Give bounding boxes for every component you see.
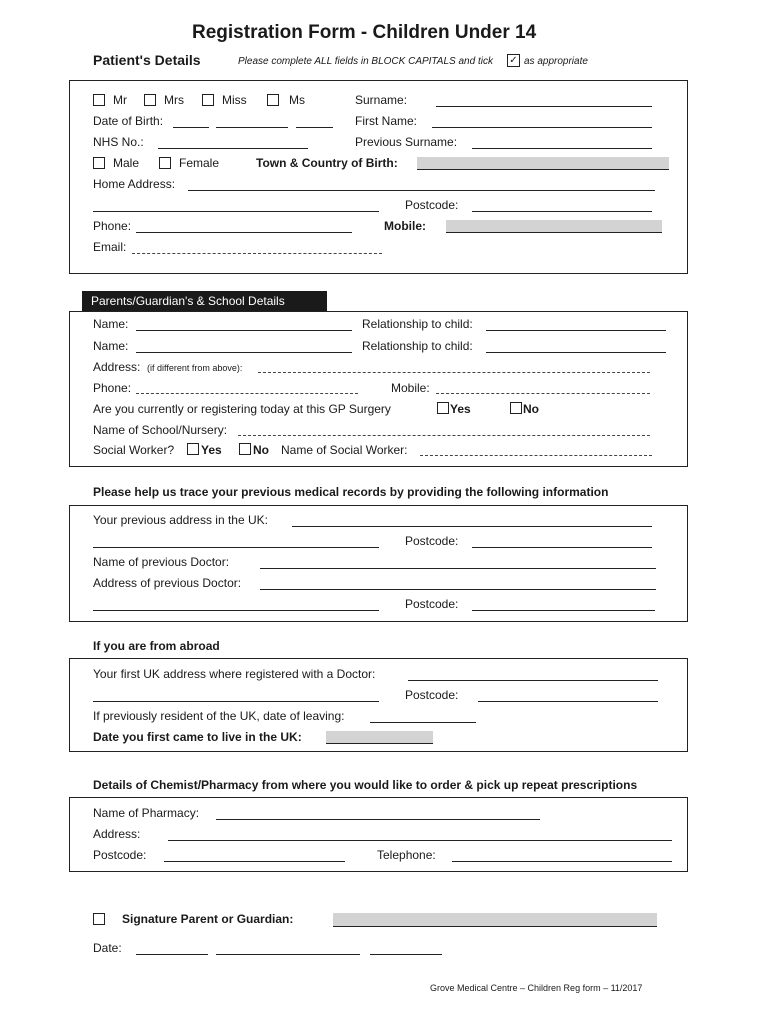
surname-label: Surname: [355,93,408,107]
mrs-label: Mrs [164,93,184,107]
pharmacy-heading: Details of Chemist/Pharmacy from where you would like to order & pick up repeat prescriptions [93,778,638,792]
parent-address-label: Address: [93,360,141,374]
dob-label: Date of Birth: [93,114,164,128]
relation2-field[interactable] [486,352,666,353]
signature-checkbox[interactable] [93,913,105,925]
miss-label: Miss [222,93,247,107]
home-address-field[interactable] [188,190,655,191]
prev-doctor-address-label: Address of previous Doctor: [93,576,242,590]
first-name-field[interactable] [432,127,652,128]
gp-no-label: No [523,402,539,416]
postcode-field[interactable] [472,211,652,212]
male-label: Male [113,156,140,170]
signature-label: Signature Parent or Guardian: [122,912,294,926]
prev-address-field[interactable] [292,526,652,527]
pharmacy-postcode-field[interactable] [164,861,345,862]
relation2-label: Relationship to child: [362,339,473,353]
leaving-label: If previously resident of the UK, date of leaving: [93,709,345,723]
prev-doctor-address-field[interactable] [260,589,656,590]
town-label: Town & Country of Birth: [256,156,398,170]
prev-surname-field[interactable] [472,148,652,149]
prev-postcode-field[interactable] [472,547,652,548]
previous-heading: Please help us trace your previous medical records by providing the following information [93,485,609,499]
social-yes-checkbox[interactable] [187,443,199,455]
social-label: Social Worker? [93,443,175,457]
abroad-postcode-field[interactable] [478,701,658,702]
parent1-name-field[interactable] [136,330,352,331]
dob-year-field[interactable] [296,127,333,128]
parent1-name-label: Name: [93,317,129,331]
town-field[interactable] [417,157,669,170]
parent2-name-label: Name: [93,339,129,353]
prev-postcode-label: Postcode: [405,534,459,548]
prev-postcode2-field[interactable] [472,610,655,611]
patient-heading: Patient's Details [93,52,201,68]
page-title: Registration Form - Children Under 14 [192,22,537,43]
mobile-label: Mobile: [384,219,426,233]
pharmacy-telephone-label: Telephone: [377,848,436,862]
tick-icon: ✓ [507,54,520,67]
email-field[interactable] [132,253,382,254]
instruction-text-end: as appropriate [524,56,588,67]
social-yes-label: Yes [201,443,222,457]
school-field[interactable] [238,435,650,436]
abroad-postcode-label: Postcode: [405,688,459,702]
social-name-label: Name of Social Worker: [281,443,408,457]
nhs-label: NHS No.: [93,135,144,149]
signature-field[interactable] [333,913,657,927]
mrs-checkbox[interactable] [144,94,156,106]
nhs-field[interactable] [158,148,308,149]
phone-field[interactable] [136,232,352,233]
pharmacy-telephone-field[interactable] [452,861,672,862]
home-address-line2-field[interactable] [93,211,379,212]
parent-address-note: (if different from above): [147,363,243,373]
male-checkbox[interactable] [93,157,105,169]
relation1-field[interactable] [486,330,666,331]
prev-doctor-field[interactable] [260,568,656,569]
prev-doctor-address-line2-field[interactable] [93,610,379,611]
female-label: Female [179,156,220,170]
parent2-name-field[interactable] [136,352,352,353]
female-checkbox[interactable] [159,157,171,169]
pharmacy-address-field[interactable] [168,840,672,841]
prev-postcode2-label: Postcode: [405,597,459,611]
mr-label: Mr [113,93,127,107]
gp-yes-label: Yes [450,402,471,416]
pharmacy-address-label: Address: [93,827,141,841]
gp-question: Are you currently or registering today at this GP Surgery [93,402,391,416]
date-label: Date: [93,941,122,955]
email-label: Email: [93,240,127,254]
first-address-label: Your first UK address where registered with a Doctor: [93,667,376,681]
parents-heading: Parents/Guardian's & School Details [82,291,327,311]
parent-address-field[interactable] [258,372,650,373]
pharmacy-name-label: Name of Pharmacy: [93,806,200,820]
social-no-label: No [253,443,269,457]
social-no-checkbox[interactable] [239,443,251,455]
pharmacy-name-field[interactable] [216,819,540,820]
phone-label: Phone: [93,219,132,233]
parent-mobile-label: Mobile: [391,381,430,395]
leaving-field[interactable] [370,722,476,723]
first-name-label: First Name: [355,114,418,128]
came-label: Date you first came to live in the UK: [93,730,302,744]
abroad-heading: If you are from abroad [93,639,220,653]
gp-yes-checkbox[interactable] [437,402,449,414]
pharmacy-postcode-label: Postcode: [93,848,147,862]
social-name-field[interactable] [420,455,652,456]
came-field[interactable] [326,731,433,744]
first-address-field[interactable] [408,680,658,681]
home-address-label: Home Address: [93,177,176,191]
parent-phone-label: Phone: [93,381,132,395]
ms-label: Ms [289,93,305,107]
first-address-line2-field[interactable] [93,701,379,702]
parent-phone-field[interactable] [136,393,358,394]
dob-month-field[interactable] [216,127,288,128]
gp-no-checkbox[interactable] [510,402,522,414]
date-month-field[interactable] [216,954,360,955]
ms-checkbox[interactable] [267,94,279,106]
miss-checkbox[interactable] [202,94,214,106]
surname-field[interactable] [436,106,652,107]
date-day-field[interactable] [136,954,208,955]
postcode-label: Postcode: [405,198,459,212]
prev-surname-label: Previous Surname: [355,135,458,149]
dob-day-field[interactable] [173,127,209,128]
instruction-text: Please complete ALL fields in BLOCK CAPITALS and tick [238,56,493,67]
prev-address-line2-field[interactable] [93,547,379,548]
school-label: Name of School/Nursery: [93,423,228,437]
parent-mobile-field[interactable] [436,393,650,394]
date-year-field[interactable] [370,954,442,955]
prev-doctor-label: Name of previous Doctor: [93,555,230,569]
mr-checkbox[interactable] [93,94,105,106]
prev-address-label: Your previous address in the UK: [93,513,268,527]
mobile-field[interactable] [446,220,662,233]
relation1-label: Relationship to child: [362,317,473,331]
footer: Grove Medical Centre – Children Reg form – 11/2017 [430,983,643,993]
